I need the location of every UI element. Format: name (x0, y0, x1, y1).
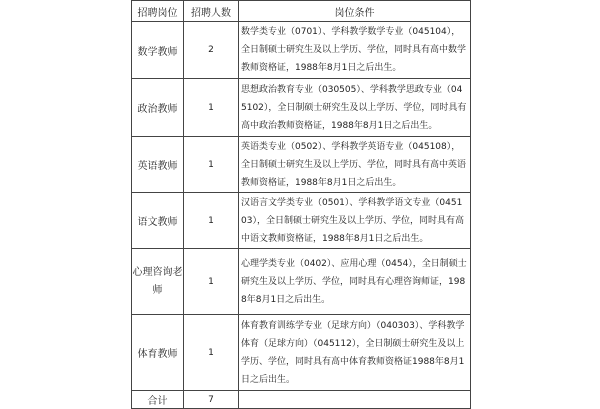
conditions-cell: 英语类专业（0502）、学科教学英语专业（045108），全日制硕士研究生及以上学历、学位，同时具有高中英语教师资格证，1988年8月1日之后出生。 (239, 137, 471, 193)
position-cell: 数学教师 (132, 22, 184, 79)
header-conditions: 岗位条件 (239, 1, 471, 22)
table-row (132, 193, 471, 249)
conditions-cell: 数学类专业（0701）、学科教学数学专业（045104），全日制硕士研究生及以上学历、学位，同时具有高中数学教师资格证，1988年8月1日之后出生。 (239, 22, 471, 79)
position-cell: 体育教师 (132, 315, 184, 391)
count-cell: 1 (184, 249, 239, 315)
table-header-row (132, 1, 471, 22)
total-count: 7 (184, 391, 239, 409)
header-position: 招聘岗位 (132, 1, 184, 22)
count-cell: 1 (184, 137, 239, 193)
recruitment-table-container (131, 0, 470, 407)
position-cell: 英语教师 (132, 137, 184, 193)
total-label: 合计 (132, 391, 184, 409)
position-cell: 语文教师 (132, 193, 184, 249)
position-cell: 心理咨询老师 (132, 249, 184, 315)
conditions-cell: 体育教育训练学专业（足球方向）（040303）、学科教学体育（足球方向）（045112），全日制硕士研究生及以上学历、学位，同时具有高中体育教师资格证1988年8月1日之后出生。 (239, 315, 471, 391)
conditions-cell: 心理学类专业（0402）、应用心理（0454），全日制硕士研究生及以上学历、学位，同时具有心理咨询师证，1988年8月1日之后出生。 (239, 249, 471, 315)
table-row (132, 79, 471, 137)
count-cell: 1 (184, 79, 239, 137)
conditions-cell: 思想政治教育专业（030505）、学科教学思政专业（045102），全日制硕士研究生及以上学历、学位，同时具有高中政治教师资格证，1988年8月1日之后出生。 (239, 79, 471, 137)
count-cell: 1 (184, 315, 239, 391)
table-row (132, 137, 471, 193)
table-row (132, 249, 471, 315)
table-row (132, 22, 471, 79)
conditions-cell: 汉语言文学类专业（0501）、学科教学语文专业（045103），全日制硕士研究生及以上学历、学位，同时具有高中语文教师资格证，1988年8月1日之后出生。 (239, 193, 471, 249)
header-count: 招聘人数 (184, 1, 239, 22)
table-row (132, 315, 471, 391)
count-cell: 2 (184, 22, 239, 79)
count-cell: 1 (184, 193, 239, 249)
position-cell: 政治教师 (132, 79, 184, 137)
recruitment-table (131, 0, 471, 409)
